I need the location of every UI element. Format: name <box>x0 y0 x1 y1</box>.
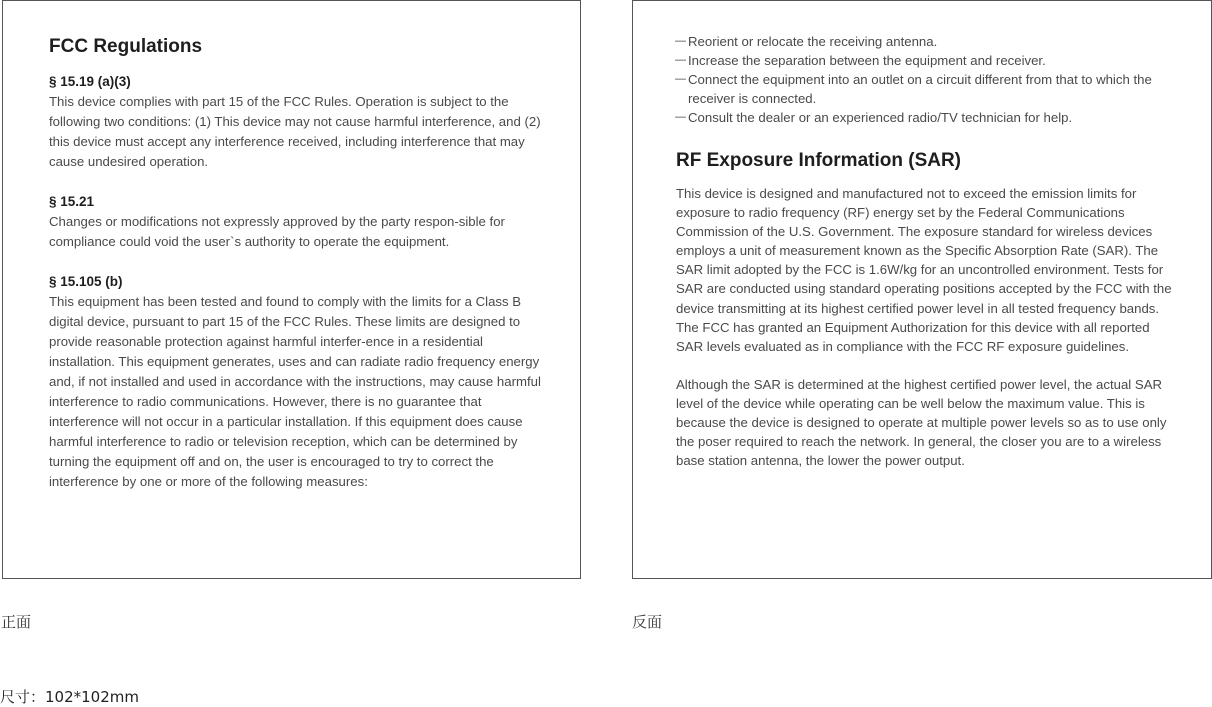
section-heading: § 15.21 <box>49 194 95 209</box>
section-15-19 <box>49 72 549 172</box>
section-body: This device complies with part 15 of the FCC Rules. Operation is subject to the following two conditions: (1) This device may not cause harmful interference, and (2) this device must accept any interference received, including interference that may cause undesired operation. <box>49 94 541 169</box>
sar-paragraph: Although the SAR is determined at the highest certified power level, the actual SAR level of the device while operating can be well below the maximum value. This is because the device is designed to operate at multiple power levels so as to use only the poser required to reach the network. In general, the closer you are to a wireless base station antenna, the lower the power output. <box>676 376 1167 469</box>
list-item: — Connect the equipment into an outlet on a circuit different from that to which the receiver is connected. <box>676 70 1176 108</box>
front-caption: 正面 <box>1 613 32 631</box>
list-item: — Increase the separation between the equipment and receiver. <box>676 51 1176 70</box>
back-caption: 反面 <box>632 613 663 631</box>
back-panel <box>632 0 1212 579</box>
section-body: This equipment has been tested and found to comply with the limits for a Class B digital device, pursuant to part 15 of the FCC Rules. These limits are designed to provide reasonable protection against harmful interfer-ence in a residential installation. This equipment generates, uses and can radiate radio frequency energy and, if not installed and used in accordance with the instructions, may cause harmful interference to radio communications. However, there is no guarantee that interference will not occur in a particular installation. If this equipment does cause harmful interference to radio or television reception, which can be determined by turning the equipment off and on, the user is encouraged to try to correct the interference by one or more of the following measures: <box>49 294 541 489</box>
front-panel <box>2 0 581 579</box>
section-heading: § 15.105 (b) <box>49 274 123 289</box>
sar-paragraph: This device is designed and manufactured not to exceed the emission limits for exposure to radio frequency (RF) energy set by the Federal Communications Commission of the U.S. Government. The exposure standard for wireless devices employs a unit of measurement known as the Specific Absorption Rate (SAR). The SAR limit adopted by the FCC is 1.6W/kg for an uncontrolled environment. Tests for SAR are conducted using standard operating positions accepted by the FCC with the device transmitting at its highest certified power level in all tested frequency bands. The FCC has granted an Equipment Authorization for this device with all reported SAR levels evaluated as in compliance with the FCC RF exposure guidelines. <box>676 186 1172 354</box>
list-item: — Reorient or relocate the receiving antenna. <box>676 32 1176 51</box>
rf-exposure-title: RF Exposure Information (SAR) <box>676 150 962 171</box>
section-heading: § 15.19 (a)(3) <box>49 74 131 89</box>
size-note: 尺寸：102*102mm <box>0 688 139 706</box>
list-item: — Consult the dealer or an experienced radio/TV technician for help. <box>676 108 1176 127</box>
front-content <box>49 34 549 512</box>
section-15-105-b <box>49 272 549 492</box>
measures-list <box>676 32 1176 127</box>
back-content <box>676 32 1176 470</box>
section-15-21 <box>49 192 549 252</box>
fcc-regulations-title: FCC Regulations <box>49 36 203 57</box>
section-body: Changes or modifications not expressly approved by the party respon-sible for compliance could void the user`s authority to operate the equipment. <box>49 214 505 249</box>
